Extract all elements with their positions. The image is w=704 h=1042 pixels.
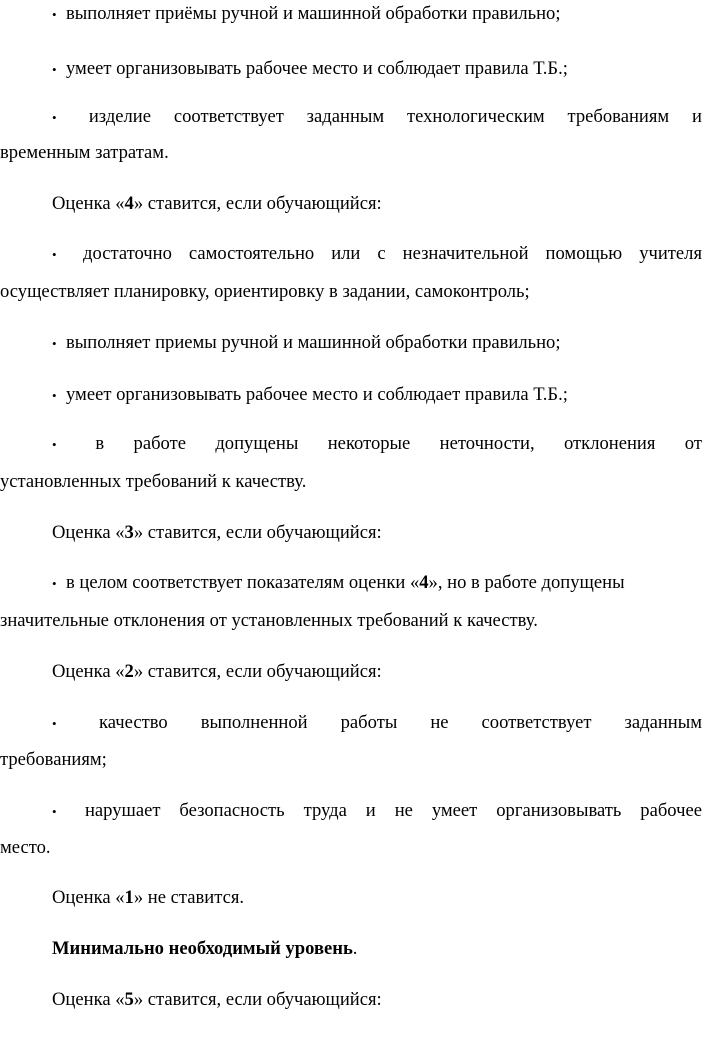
section-heading: Минимально необходимый уровень. bbox=[52, 938, 358, 959]
grade-number: 4 bbox=[419, 572, 429, 593]
grade-number: 2 bbox=[124, 661, 134, 682]
list-item bbox=[0, 432, 702, 456]
list-item-text: выполняет приемы ручной и машинной обработки правильно; bbox=[66, 332, 561, 353]
bullet-icon: • bbox=[52, 804, 57, 819]
bullet-icon: • bbox=[52, 247, 57, 262]
grade-heading: Оценка «3» ставится, если обучающийся: bbox=[52, 522, 382, 543]
bullet-icon: • bbox=[52, 576, 57, 591]
grade-heading: Оценка «5» ставится, если обучающийся: bbox=[52, 989, 382, 1010]
list-item: • в целом соответствует показателям оценки «4», но в работе допущены bbox=[0, 571, 702, 595]
list-item-continuation: установленных требований к качеству. bbox=[0, 471, 307, 492]
grade-number: 4 bbox=[124, 193, 134, 214]
bullet-icon: • bbox=[52, 62, 57, 77]
list-item bbox=[0, 799, 702, 823]
bullet-icon: • bbox=[52, 716, 57, 731]
list-item-text: нарушает безопасность труда и не умеет организовывать рабочее bbox=[84, 800, 702, 821]
list-item bbox=[0, 2, 702, 26]
list-item-text: умеет организовывать рабочее место и соблюдает правила Т.Б.; bbox=[66, 384, 568, 405]
list-item bbox=[0, 242, 702, 266]
list-item-text: умеет организовывать рабочее место и соблюдает правила Т.Б.; bbox=[66, 58, 568, 79]
list-item-continuation: осуществляет планировку, ориентировку в задании, самоконтроль; bbox=[0, 281, 530, 302]
bullet-icon: • bbox=[52, 110, 57, 125]
list-item-continuation: временным затратам. bbox=[0, 142, 169, 163]
list-item-text: в работе допущены некоторые неточности, отклонения от bbox=[95, 433, 702, 454]
list-item bbox=[0, 57, 702, 81]
grade-number: 5 bbox=[124, 989, 134, 1010]
bullet-icon: • bbox=[52, 336, 57, 351]
grade-number: 1 bbox=[124, 887, 134, 908]
bullet-icon: • bbox=[52, 388, 57, 403]
list-item-continuation: значительные отклонения от установленных требований к качеству. bbox=[0, 610, 538, 631]
grade-heading: Оценка «4» ставится, если обучающийся: bbox=[52, 193, 382, 214]
list-item bbox=[0, 383, 702, 407]
bullet-icon: • bbox=[52, 7, 57, 22]
list-item-continuation: место. bbox=[0, 837, 51, 858]
list-item-text: изделие соответствует заданным технологическим требованиям и bbox=[88, 106, 702, 127]
grade-heading: Оценка «2» ставится, если обучающийся: bbox=[52, 661, 382, 682]
list-item bbox=[0, 105, 702, 129]
grade-heading: Оценка «1» не ставится. bbox=[52, 887, 245, 908]
list-item-text: выполняет приёмы ручной и машинной обработки правильно; bbox=[66, 3, 561, 24]
list-item bbox=[0, 331, 702, 355]
list-item bbox=[0, 711, 702, 735]
list-item-continuation: требованиям; bbox=[0, 749, 107, 770]
bullet-icon: • bbox=[52, 437, 57, 452]
list-item-text: качество выполненной работы не соответствует заданным bbox=[99, 712, 702, 733]
list-item-text: достаточно самостоятельно или с незначительной помощью учителя bbox=[83, 243, 702, 264]
grade-number: 3 bbox=[124, 522, 134, 543]
